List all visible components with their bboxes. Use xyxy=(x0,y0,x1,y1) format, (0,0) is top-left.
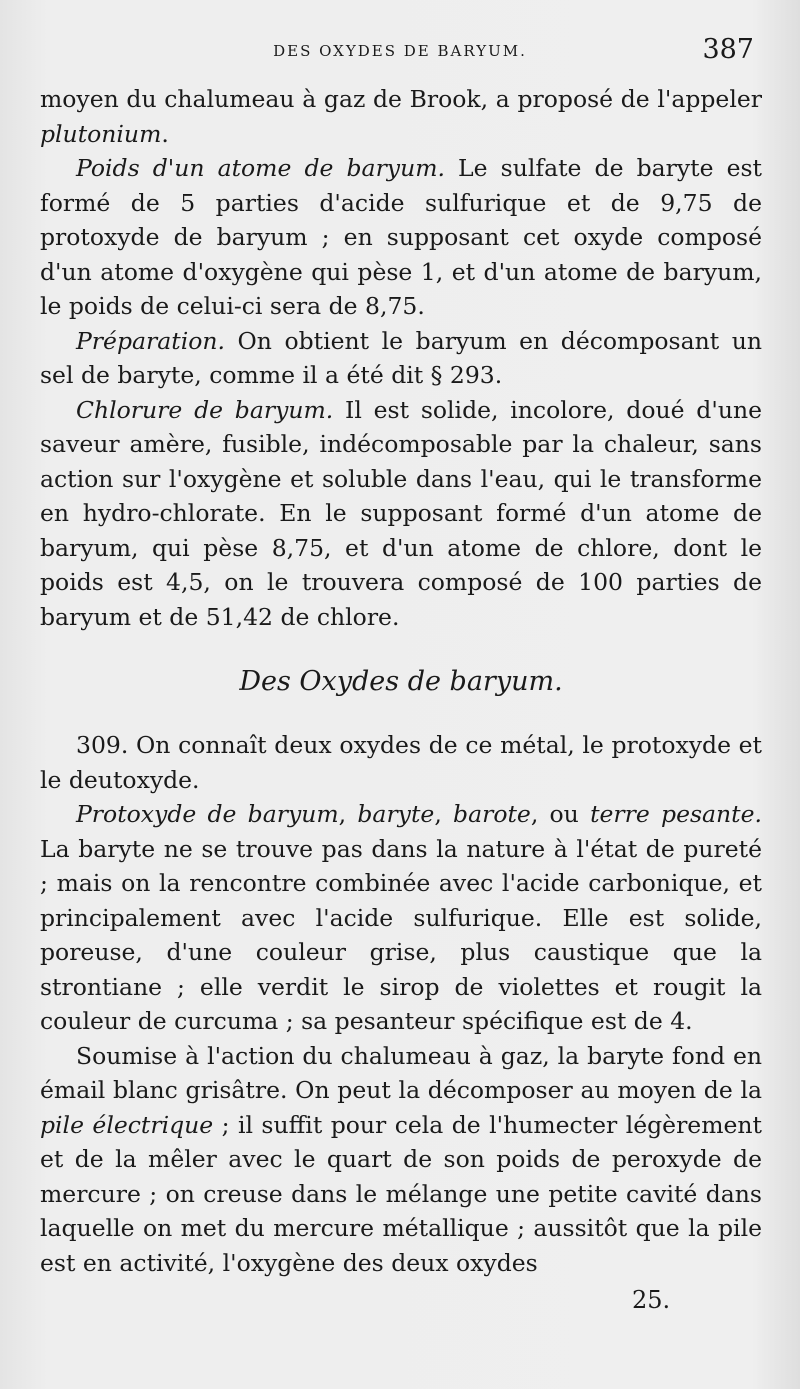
running-title: DES OXYDES DE BARYUM. xyxy=(273,42,527,60)
paragraph-lead-in: Poids d'un atome de baryum. xyxy=(76,154,445,182)
separator: , xyxy=(434,800,454,828)
paragraph-text: La baryte ne se trouve pas dans la nature à l'état de pureté ; mais on la rencontre combinée avec l'acide carbonique, et principalement avec l'acide sulfurique. Elle est solide, poreuse, d'une couleur grise, plus caustique que la strontiane ; elle verdit le sirop de violettes et rougit la couleur de curcuma ; sa pesanteur spécifique est de 4. xyxy=(40,834,762,1035)
signature-mark: 25. xyxy=(632,1286,671,1314)
paragraph-lead-in: terre pesante. xyxy=(590,800,762,828)
paragraph-text: Soumise à l'action du chalumeau à gaz, la baryte fond en émail blanc grisâtre. On peut la décomposer au moyen de la xyxy=(40,1041,762,1104)
paragraph-preparation xyxy=(40,324,762,393)
paragraph-atom-weight xyxy=(40,151,762,324)
paragraph-text: . xyxy=(161,119,169,148)
paragraph-text: moyen du chalumeau à gaz de Brook, a proposé de l'appeler xyxy=(40,85,762,113)
paragraph-text: On obtient le baryum en décomposant un sel de baryte, comme il a été dit § 293. xyxy=(40,326,762,389)
paragraph-continuation xyxy=(40,82,762,151)
section-heading: Des Oxydes de baryum. xyxy=(239,666,563,697)
paragraph-lead-in: Protoxyde de baryum xyxy=(76,800,339,828)
paragraph-chloride xyxy=(40,393,762,635)
paragraph-protoxide xyxy=(40,797,762,1039)
separator: , xyxy=(338,800,358,828)
italic-term: plutonium xyxy=(40,119,162,148)
italic-term: pile électrique xyxy=(40,1110,214,1139)
separator: , ou xyxy=(530,800,591,828)
paragraph-text: 309. On connaît deux oxydes de ce métal, le protoxyde et le deutoxyde. xyxy=(40,731,762,794)
paragraph-text: ; il suffit pour cela de l'humecter légèrement et de la mêler avec le quart de son poids de peroxyde de mercure ; on creuse dans le mélange une petite cavité dans laquelle on met du mercure métallique ; aussitôt que la pile est en activité, l'oxygène des deux oxydes xyxy=(40,1110,762,1277)
paragraph-lead-in: barote xyxy=(453,800,531,828)
paragraph-oxides xyxy=(40,728,762,797)
running-head xyxy=(40,30,760,70)
body-text xyxy=(40,82,762,1280)
paragraph-text: Il est solide, incolore, doué d'une saveur amère, fusible, indécomposable par la chaleur, sans action sur l'oxygène et soluble dans l'eau, qui le transforme en hydro-chlorate. En le supposant formé d'un atome de baryum, qui pèse 8,75, et d'un atome de chlore, dont le poids est 4,5, on le trouvera composé de 100 parties de baryum et de 51,42 de chlore. xyxy=(40,395,762,631)
paragraph-lead-in: Chlorure de baryum. xyxy=(76,395,334,424)
page-number: 387 xyxy=(702,34,754,65)
paragraph-lead-in: Préparation. xyxy=(76,326,225,355)
paragraph-blowpipe xyxy=(40,1039,762,1281)
paragraph-lead-in: baryte xyxy=(357,800,435,828)
paragraph-text: Le sulfate de baryte est formé de 5 parties d'acide sulfurique et de 9,75 de protoxyde de baryum ; en supposant cet oxyde composé d'un atome d'oxygène qui pèse 1, et d'un atome de baryum, le poids de celui-ci sera de 8,75. xyxy=(40,154,762,320)
